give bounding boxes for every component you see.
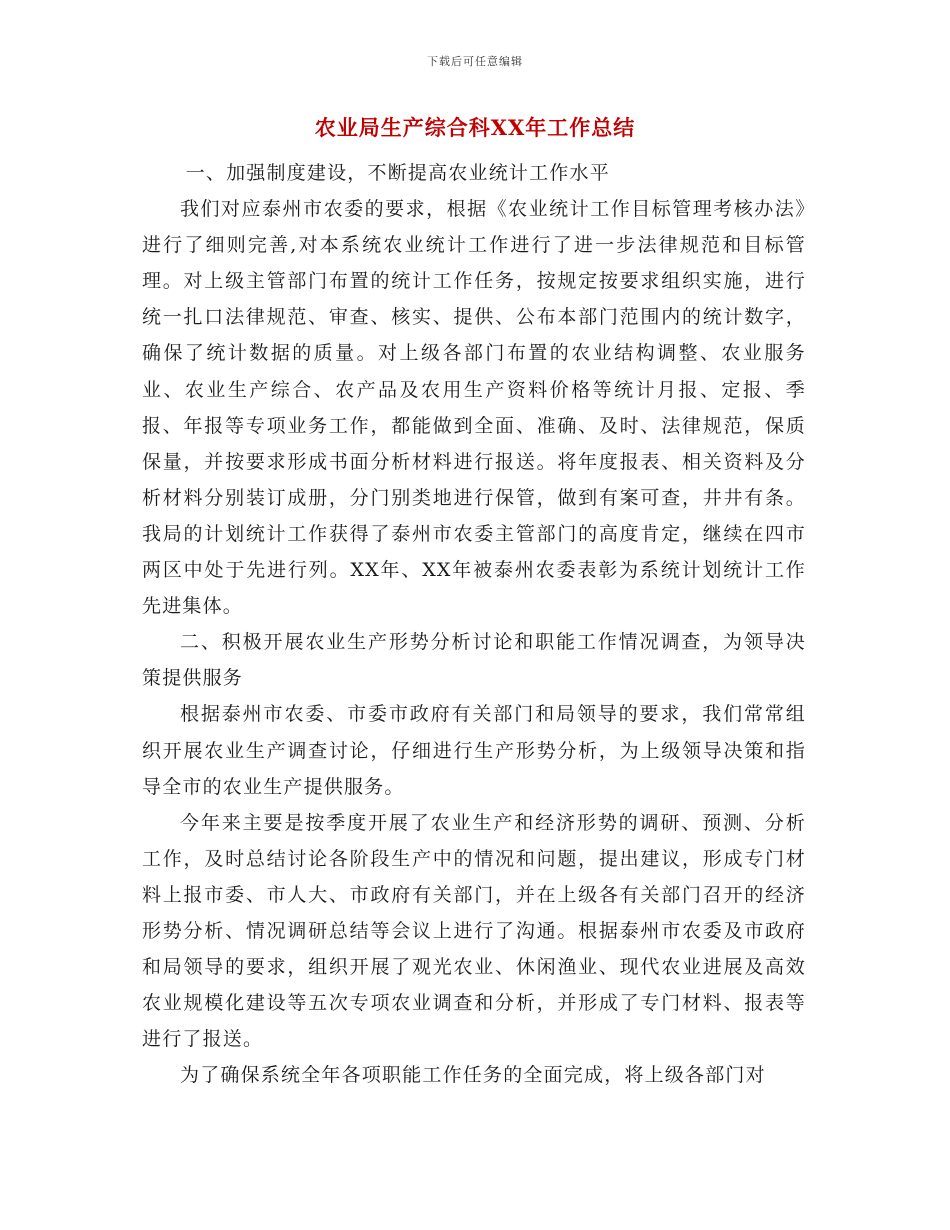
section-heading-2: 二、积极开展农业生产形势分析讨论和职能工作情况调查，为领导决策提供服务 xyxy=(142,631,806,690)
header-note: 下载后可任意编辑 xyxy=(427,55,523,68)
paragraph: 为了确保系统全年各项职能工作任务的全面完成，将上级各部门对 xyxy=(180,1064,766,1087)
document-body xyxy=(142,155,806,1093)
section-heading-1: 一、加强制度建设，不断提高农业统计工作水平 xyxy=(185,162,610,184)
paragraph: 今年来主要是按季度开展了农业生产和经济形势的调研、预测、分析工作，及时总结讨论各阶段生产中的情况和问题，提出建议，形成专门材料上报市委、市人大、市政府有关部门，并在上级各有关部门召开的经济形势分析、情况调研总结等会议上进行了沟通。根据泰州市农委及市政府和局领导的要求，组织开展了观光农业、休闲渔业、现代农业进展及高效农业规模化建设等五次专项农业调查和分析，并形成了专门材料、报表等进行了报送。 xyxy=(142,811,806,1051)
document-title: 农业局生产综合科XX年工作总结 xyxy=(314,115,636,140)
paragraph: 我们对应泰州市农委的要求，根据《农业统计工作目标管理考核办法》进行了细则完善,对本系统农业统计工作进行了进一步法律规范和目标管理。对上级主管部门布置的统计工作任务，按规定按要求组织实施，进行统一扎口法律规范、审查、核实、提供、公布本部门范围内的统计数字，确保了统计数据的质量。对上级各部门布置的农业结构调整、农业服务业、农业生产综合、农产品及农用生产资料价格等统计月报、定报、季报、年报等专项业务工作，都能做到全面、准确、及时、法律规范，保质保量，并按要求形成书面分析材料进行报送。将年度报表、相关资料及分析材料分别装订成册，分门别类地进行保管，做到有案可查，井井有条。我局的计划统计工作获得了泰州市农委主管部门的高度肯定，继续在四市两区中处于先进行列。XX年、XX年被泰州农委表彰为系统计划统计工作先进集体。 xyxy=(142,198,806,618)
paragraph: 根据泰州市农委、市委市政府有关部门和局领导的要求，我们常常组织开展农业生产调查讨论，仔细进行生产形势分析，为上级领导决策和指导全市的农业生产提供服务。 xyxy=(142,703,806,798)
